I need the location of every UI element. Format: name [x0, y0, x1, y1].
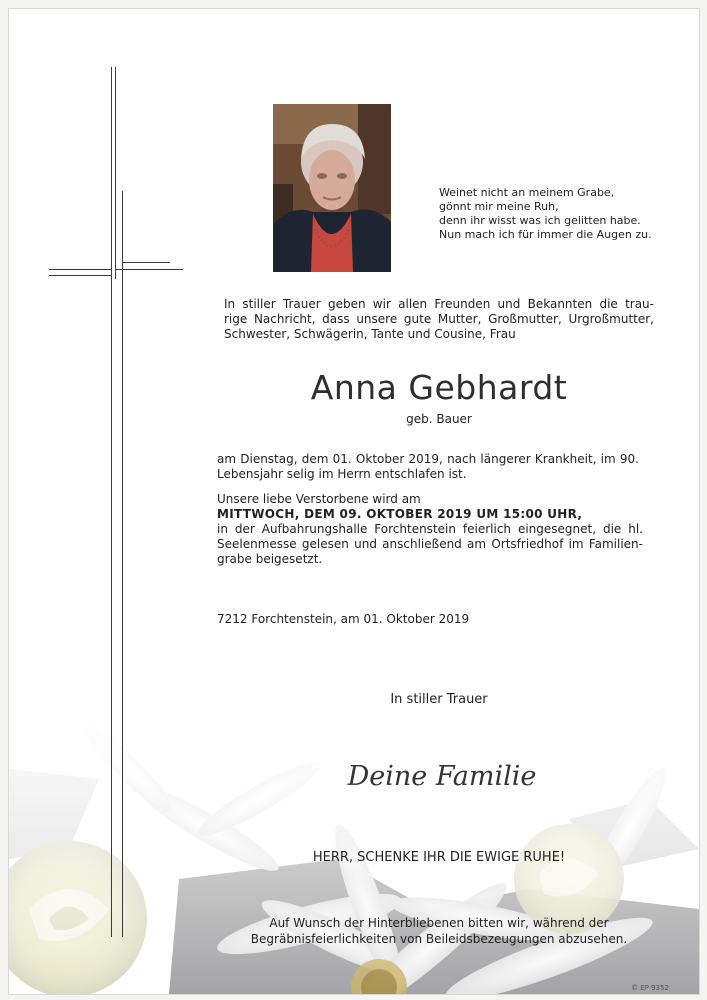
request-line: Auf Wunsch der Hinterbliebenen bitten wir, während der [269, 916, 609, 930]
poem-line: Weinet nicht an meinem Grabe, [439, 186, 615, 199]
portrait-photo [273, 104, 391, 272]
ceremony-line: in der Aufbahrungshalle Forchtenstein feierlich eingesegnet, die hl. [217, 522, 643, 536]
poem-line: Nun mach ich für immer die Augen zu. [439, 228, 652, 241]
obituary-page [8, 8, 700, 995]
ceremony-text [217, 492, 643, 567]
poem-line: gönnt mir meine Ruh, [439, 200, 559, 213]
deceased-name: Anna Gebhardt [310, 368, 568, 407]
poem [439, 186, 689, 242]
intro-text [224, 297, 654, 342]
ceremony-date-time: MITTWOCH, DEM 09. OKTOBER 2019 UM 15:00 UHR, [217, 507, 583, 521]
intro-line: In stiller Trauer geben wir allen Freunden und Bekannten die trau- [224, 297, 654, 311]
death-notice [217, 452, 639, 482]
place-date: 7212 Forchtenstein, am 01. Oktober 2019 [217, 612, 470, 626]
ceremony-line: Unsere liebe Verstorbene wird am [217, 492, 421, 506]
death-line: am Dienstag, dem 01. Oktober 2019, nach längerer Krankheit, im 90. [217, 452, 639, 466]
request-line: Begräbnisfeierlichkeiten von Beileidsbezeugungen abzusehen. [250, 932, 628, 946]
intro-line: rige Nachricht, dass unsere gute Mutter, Großmutter, Urgroßmutter, [224, 312, 654, 326]
mourning-text: In stiller Trauer [390, 692, 488, 707]
poem-line: denn ihr wisst was ich gelitten habe. [439, 214, 641, 227]
condolence-request [224, 915, 654, 947]
ceremony-line: grabe beigesetzt. [217, 552, 323, 566]
copyright-mark: © EP 9352 [631, 984, 669, 992]
ceremony-line: Seelenmesse gelesen und anschließend am Ortsfriedhof im Familien- [217, 537, 643, 551]
intro-line: Schwester, Schwägerin, Tante und Cousine, Frau [224, 327, 516, 341]
family-signature: Deine Familie [347, 761, 537, 792]
maiden-name: geb. Bauer [406, 412, 472, 426]
prayer-text: HERR, SCHENKE IHR DIE EWIGE RUHE! [312, 850, 566, 865]
death-line: Lebensjahr selig im Herrn entschlafen ist. [217, 467, 467, 481]
